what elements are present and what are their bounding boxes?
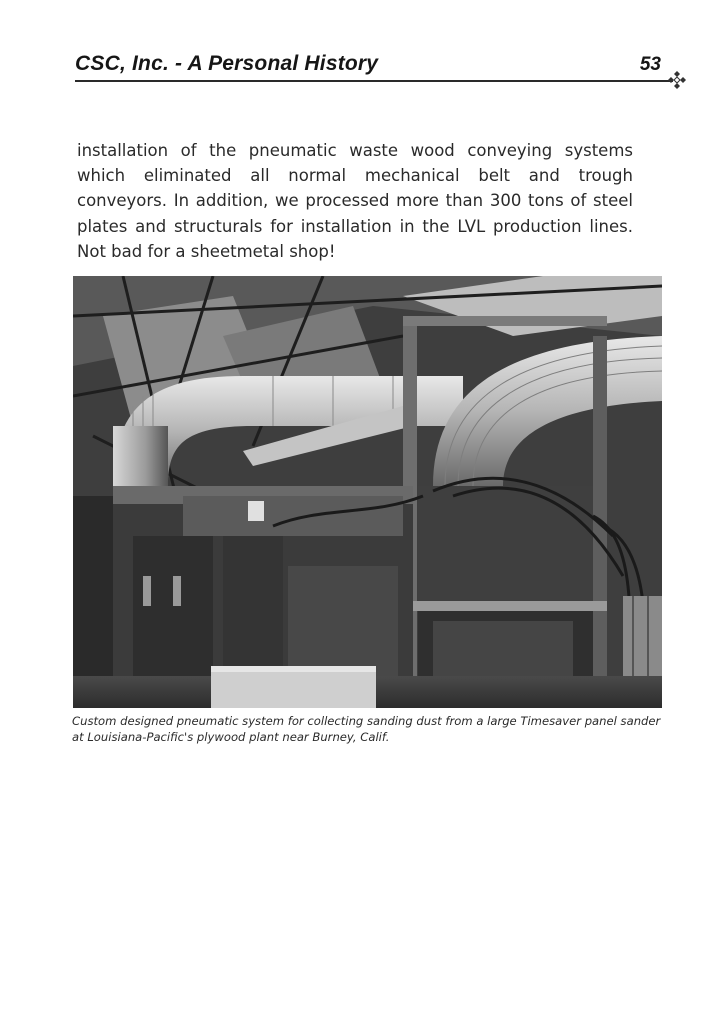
header-rule bbox=[75, 80, 673, 82]
figure-photo bbox=[73, 276, 662, 708]
page-number: 53 bbox=[639, 54, 661, 75]
body-paragraph: installation of the pneumatic waste wood conveying systems which eliminated all normal mechanical belt and trough conveyors. In addition, we processed more than 300 tons of steel plates and structurals for installation in the LVL production lines. Not bad for a sheetmetal shop! bbox=[77, 141, 633, 261]
book-title: CSC, Inc. - A Personal History bbox=[75, 52, 379, 75]
figure-caption: Custom designed pneumatic system for collecting sanding dust from a large Timesaver panel sander at Louisiana-Pacific's plywood plant near Burney, Calif. bbox=[72, 714, 661, 744]
diamond-ornament-icon bbox=[667, 70, 687, 90]
running-header bbox=[75, 52, 667, 82]
